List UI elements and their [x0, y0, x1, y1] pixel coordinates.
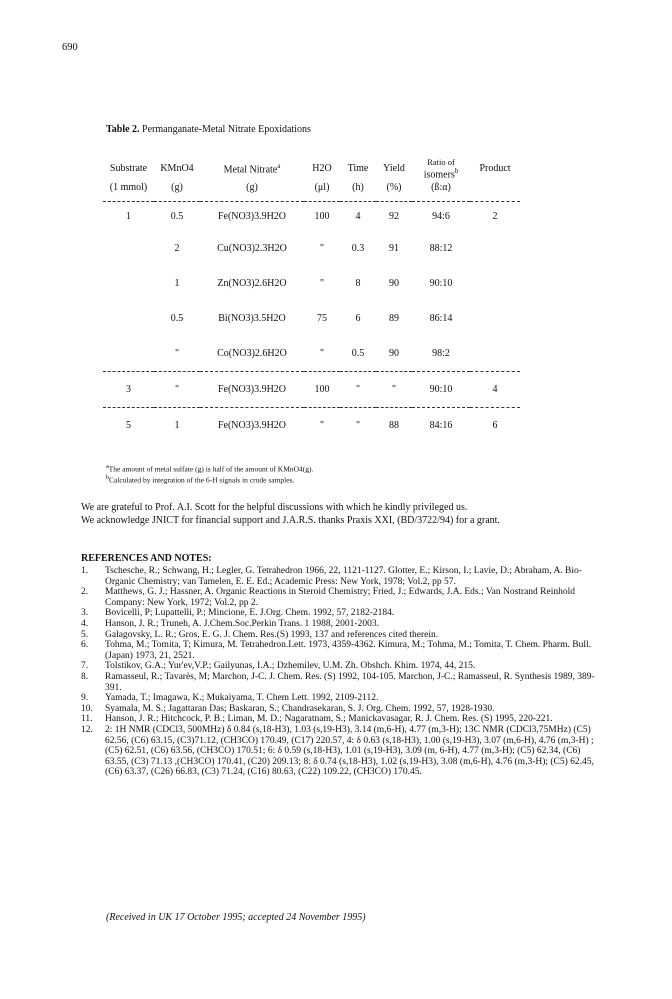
table-row	[103, 202, 520, 232]
cell-metal-nitrate: Co(NO3)2.6H2O	[217, 348, 287, 360]
footnote-a: $^a$The amount of metal sulfate (g) is half of the amount of KMnO4(g).	[106, 464, 314, 474]
reference-number: 2.	[81, 587, 89, 598]
epoxidation-table	[103, 158, 520, 443]
reference-item	[81, 704, 601, 715]
cell-time: "	[355, 420, 361, 432]
cell-metal-nitrate: Fe(NO3)3.9H2O	[217, 384, 287, 396]
cell-metal-nitrate: Zn(NO3)2.6H2O	[217, 278, 287, 290]
cell-yield: 90	[389, 278, 399, 290]
cell-yield: "	[391, 384, 397, 396]
cell-metal-nitrate: Bi(NO3)3.5H2O	[218, 313, 286, 325]
reference-text: 2: 1H NMR (CDCl3, 500MHz) δ 0.84 (s,18-H3), 1.03 (s,19-H3), 3.14 (m,6-H), 4.77 (m,3-H); 13C NMR (CDCl3,75MHz) (C5) 62.56, (C6) 63.15, (C3)71.12, (CH3CO) 170.49, (C17) 220.57, 4: δ 0.63 (s,18-H3), 1.00 (s,19-H3), 3.07 (m,6-H), 4.76 (m,3-H) ; (C5) 62.51, (C6) 63.56, (CH3CO) 170.51; 6: δ 0.59 (s,18-H3), 1.01 (s,19-H3), 3.09 (m, 6-H), 4.77 (m,3-H); (C5) 62.34, (C6) 63.55, (C3) 71.13 ,(CH3CO) 170.41, (C20) 209.13; 8: δ 0.74 (s,18-H3), 1.02 (s,19-H3), 3.08 (m,6-H), 4.76 (m,3-H); (C5) 62.45, (C6) 63.37, (C26) 66.83, (C3) 71.24, (C16) 80.63, (C22) 109.22, (CH3CO) 170.45.	[105, 724, 594, 778]
cell-kmno4: 1	[174, 420, 180, 432]
cell-product	[470, 266, 520, 301]
cell-water: "	[319, 243, 325, 255]
cell-substrate	[103, 231, 154, 266]
reference-text: Tohma, M.; Tomita, T; Kimura, M. Tetrahedron.Lett. 1973, 4359-4362. Kimura, M.; Tohma, M.; Tomita, T. Chem. Pharm. Bull. (Japan) 1973, 21, 2521.	[105, 640, 591, 661]
unit-yield: (%)	[386, 181, 402, 193]
cell-ratio: 90:10	[429, 384, 453, 396]
table-row	[103, 301, 520, 336]
table-label: Table 2.	[106, 124, 140, 135]
footnote-b: $^b$Calculated by integration of the 6-H signals in crude samples.	[106, 475, 295, 485]
header-water: H2O	[312, 163, 332, 175]
cell-time: 4	[355, 211, 361, 223]
cell-ratio: 84:16	[429, 420, 453, 432]
unit-kmno4: (g)	[171, 181, 183, 193]
cell-kmno4: 0.5	[170, 211, 184, 223]
header-substrate: Substrate	[109, 163, 148, 175]
reference-item	[81, 693, 601, 704]
reference-item	[81, 725, 601, 778]
references-list	[81, 566, 601, 778]
acknowledgement-1: We are grateful to Prof. A.I. Scott for the helpful discussions with which he kindly privileged us.	[81, 502, 468, 513]
cell-substrate	[103, 301, 154, 336]
reference-item	[81, 587, 601, 608]
table-row	[103, 336, 520, 372]
cell-time: "	[355, 384, 361, 396]
cell-yield: 88	[389, 420, 399, 432]
cell-water: "	[319, 278, 325, 290]
unit-product	[470, 179, 520, 195]
cell-yield: 90	[389, 348, 399, 360]
table-title: Permanganate-Metal Nitrate Epoxidations	[142, 124, 311, 135]
reference-text: Hanson, J. R.; Truneh, A. J.Chem.Soc.Perkin Trans. 1 1988, 2001-2003.	[105, 618, 379, 629]
cell-water: "	[319, 348, 325, 360]
cell-product	[470, 231, 520, 266]
table-body	[103, 202, 520, 444]
reference-item	[81, 672, 601, 693]
cell-kmno4: 2	[174, 243, 180, 255]
header-kmno4: KMnO4	[160, 163, 194, 175]
cell-time: 0.3	[351, 243, 365, 255]
cell-water: 75	[317, 313, 327, 325]
table-row	[103, 372, 520, 408]
cell-time: 8	[355, 278, 361, 290]
reference-item	[81, 630, 601, 641]
unit-substrate: (1 mmol)	[109, 181, 148, 193]
cell-substrate	[103, 266, 154, 301]
header-metal-nitrate: Metal Nitrate$^a$	[223, 162, 281, 176]
unit-ratio: (ß:α)	[431, 181, 451, 193]
reference-text: Hanson, J. R.; Hitchcock, P. B.; Liman, M. D.; Nagaratnam, S.; Manickavasagar, R. J. Chem. Res. (S) 1995, 220-221.	[105, 714, 553, 725]
cell-metal-nitrate: Cu(NO3)2.3H2O	[217, 243, 287, 255]
reference-number: 3.	[81, 608, 89, 619]
cell-substrate	[103, 336, 154, 372]
reference-text: Galagovsky, L. R.; Gros, E. G. J. Chem. Res.(S) 1993, 137 and references cited therein.	[105, 629, 439, 640]
cell-ratio: 94:6	[432, 211, 450, 223]
reference-text: Yamada, T.; Imagawa, K.; Mukaiyama, T. Chem Lett. 1992, 2109-2112.	[105, 693, 379, 704]
cell-yield: 91	[389, 243, 399, 255]
table-row	[103, 266, 520, 301]
acknowledgement-2: We acknowledge JNICT for financial support and J.A.R.S. thanks Praxis XXI, (BD/3722/94) for a grant.	[81, 515, 500, 526]
table-units-row	[103, 179, 520, 195]
unit-time: (h)	[352, 181, 364, 193]
cell-time: 0.5	[351, 348, 365, 360]
unit-metal-nitrate: (g)	[246, 181, 258, 193]
reference-number: 5.	[81, 629, 89, 640]
cell-metal-nitrate: Fe(NO3)3.9H2O	[217, 420, 287, 432]
cell-ratio: 90:10	[429, 278, 453, 290]
header-time: Time	[347, 163, 369, 175]
cell-product: 6	[492, 420, 498, 432]
cell-kmno4: "	[174, 348, 180, 360]
reference-item	[81, 661, 601, 672]
cell-water: 100	[314, 211, 330, 223]
reference-number: 7.	[81, 661, 89, 672]
reference-number: 11.	[81, 714, 93, 725]
reference-text: Tolstikov, G.A.; Yur'ev,V.P.; Gailyunas, I.A.; Dzhemilev, U.M. Zh. Obshch. Khim. 1974, 44, 215.	[105, 661, 476, 672]
cell-time: 6	[355, 313, 361, 325]
unit-water: (μl)	[314, 181, 330, 193]
cell-water: 100	[314, 384, 330, 396]
cell-ratio: 98:2	[432, 348, 450, 360]
reference-item	[81, 608, 601, 619]
cell-kmno4: "	[174, 384, 180, 396]
cell-product	[470, 336, 520, 372]
reference-text: Bovicelli, P; Lupattelli, P.; Mincione, E. J.Org. Chem. 1992, 57, 2182-2184.	[105, 608, 395, 619]
reference-text: Ramasseul, R.; Tavarès, M; Marchon, J-C. J. Chem. Res. (S) 1992, 104-105. Marchon, J-C.; Ramasseul, R. Synthesis 1989, 389-391.	[105, 671, 595, 693]
table-header-row	[103, 158, 520, 179]
cell-product: 2	[492, 211, 498, 223]
reference-text: Tschesche, R.; Schwang, H.; Legler, G. Tetrahedron 1966, 22, 1121-1127. Glotter, E.; Kirson, I.; Lavie, D.; Abraham, A. Bio-Organic Chemistry; van Tamelen, E. E. Ed.; Academic Press: New York, 1978; Vol.2, pp 57.	[105, 566, 582, 587]
header-product: Product	[479, 163, 511, 175]
cell-yield: 89	[389, 313, 399, 325]
table-caption	[106, 124, 311, 135]
reference-text: Matthews, G. J.; Hassner, A. Organic Reactions in Steroid Chemistry; Fried, J.; Edwards, J.A. Eds.; Van Nostrand Reinhold Company: New York, 1972; Vol.2, pp 2.	[105, 587, 575, 608]
reference-number: 9.	[81, 693, 89, 704]
reference-number: 1.	[81, 566, 89, 576]
reference-number: 10.	[81, 703, 93, 714]
cell-substrate: 5	[126, 420, 131, 432]
reference-number: 12.	[81, 724, 93, 735]
cell-kmno4: 0.5	[170, 313, 184, 325]
reference-item	[81, 640, 601, 661]
reference-text: Syamala, M. S.; Jagattaran Das; Baskaran, S.; Chandrasekaran, S. J. Org. Chem. 1992, 57, 1928-1930.	[105, 703, 495, 714]
cell-product: 4	[492, 384, 498, 396]
reference-number: 8.	[81, 671, 89, 682]
reference-number: 4.	[81, 618, 89, 629]
table-row	[103, 408, 520, 443]
cell-product	[470, 301, 520, 336]
references-heading: REFERENCES AND NOTES:	[81, 553, 212, 564]
reference-number: 6.	[81, 640, 89, 651]
reference-item	[81, 714, 601, 725]
cell-substrate: 3	[126, 384, 131, 396]
received-line: (Received in UK 17 October 1995; accepted 24 November 1995)	[106, 912, 366, 923]
header-yield: Yield	[383, 163, 405, 175]
cell-ratio: 86:14	[429, 313, 453, 325]
cell-ratio: 88:12	[429, 243, 453, 255]
table-row	[103, 231, 520, 266]
reference-item	[81, 619, 601, 630]
cell-metal-nitrate: Fe(NO3)3.9H2O	[217, 211, 287, 223]
page-number: 690	[62, 42, 78, 53]
cell-yield: 92	[389, 211, 399, 223]
cell-water: "	[319, 420, 325, 432]
reference-item	[81, 566, 601, 587]
cell-substrate: 1	[126, 211, 131, 223]
header-ratio: Ratio of isomers$^b$	[423, 157, 459, 181]
cell-kmno4: 1	[174, 278, 180, 290]
